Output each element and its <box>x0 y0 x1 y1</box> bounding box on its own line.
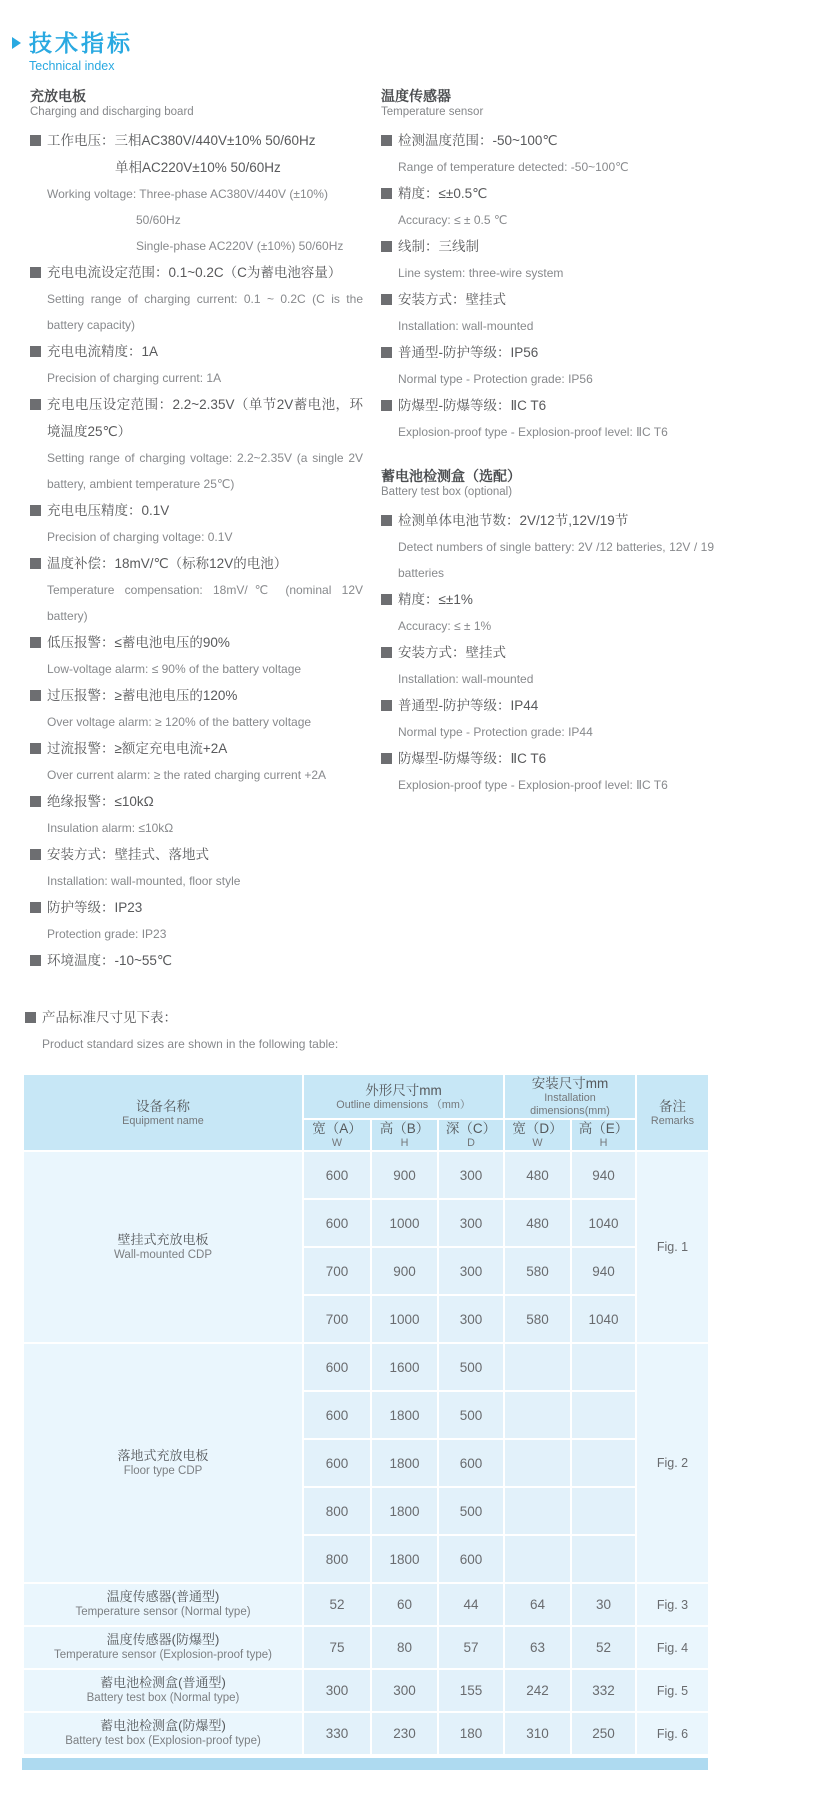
bullet-square-icon <box>30 505 41 516</box>
col-subheader-1-en: H <box>400 1137 409 1149</box>
spec-item <box>30 391 363 497</box>
dimension-cell: 700 <box>303 1247 371 1295</box>
spec-zh-text: 安装方式：壁挂式 <box>398 645 506 660</box>
dimension-cell <box>571 1439 636 1487</box>
equipment-name-cell <box>23 1712 303 1755</box>
spec-item <box>30 682 363 735</box>
dimension-cell: 500 <box>438 1343 504 1391</box>
col-header-outline-zh: 外形尺寸mm <box>365 1082 442 1098</box>
col-header-equipment-en: Equipment name <box>122 1114 204 1127</box>
size-table-head <box>23 1074 709 1151</box>
bullet-square-icon <box>30 796 41 807</box>
dimension-cell: 80 <box>371 1626 438 1669</box>
page-subtitle: Technical index <box>29 59 115 73</box>
spec-zh-line <box>381 127 714 154</box>
spec-en-line: Temperature compensation: 18mV/℃ (nominal 12V battery) <box>47 583 363 623</box>
dimension-cell: 1040 <box>571 1199 636 1247</box>
dimension-cell: 940 <box>571 1151 636 1199</box>
spec-zh-text: 普通型-防护等级：IP56 <box>398 345 539 360</box>
dimension-cell: 600 <box>303 1391 371 1439</box>
dimension-cell: 1040 <box>571 1295 636 1343</box>
equipment-name-cell <box>23 1343 303 1583</box>
dimension-cell <box>571 1487 636 1535</box>
equipment-name-en: Temperature sensor (Normal type) <box>75 1606 251 1618</box>
bullet-square-icon <box>381 347 392 358</box>
dimension-cell: 600 <box>438 1535 504 1583</box>
dimension-cell: 180 <box>438 1712 504 1755</box>
spec-en-line: Installation: wall-mounted, floor style <box>47 874 241 888</box>
dimension-cell <box>504 1439 571 1487</box>
col-subheader-3-zh: 宽（D） <box>512 1121 563 1136</box>
spec-item <box>30 127 363 259</box>
spec-item <box>381 507 714 586</box>
dimension-cell: 1000 <box>371 1295 438 1343</box>
table-row <box>23 1626 709 1669</box>
bullet-square-icon <box>30 135 41 146</box>
col-header-equipment-zh: 设备名称 <box>136 1098 190 1114</box>
remark-cell: Fig. 3 <box>636 1583 709 1626</box>
bullet-square-icon <box>30 558 41 569</box>
table-row <box>23 1151 709 1199</box>
dimension-cell: 580 <box>504 1247 571 1295</box>
spec-zh-text: 充电电流设定范围：0.1~0.2C（C为蓄电池容量） <box>47 265 342 280</box>
spec-zh-line <box>30 735 363 762</box>
section-heading-en: Temperature sensor <box>381 106 484 118</box>
dimension-cell: 52 <box>571 1626 636 1669</box>
bullet-square-icon <box>381 135 392 146</box>
equipment-name-en: Floor type CDP <box>123 1464 203 1477</box>
spec-zh-text: 防爆型-防爆等级：ⅡC T6 <box>398 751 547 766</box>
spec-item <box>30 338 363 391</box>
dimension-cell: 700 <box>303 1295 371 1343</box>
col-subheader-2 <box>438 1119 504 1151</box>
dimension-cell: 480 <box>504 1151 571 1199</box>
bullet-square-icon <box>30 743 41 754</box>
spec-item <box>30 788 363 841</box>
spec-zh-text: 环境温度：-10~55℃ <box>47 953 173 968</box>
dimension-cell: 300 <box>438 1295 504 1343</box>
dimension-cell: 1800 <box>371 1487 438 1535</box>
col-header-outline-en: Outline dimensions （mm） <box>336 1098 471 1111</box>
spec-en-line: Accuracy: ≤ ± 0.5 ℃ <box>398 213 508 227</box>
bullet-square-icon <box>30 267 41 278</box>
dimension-cell <box>571 1535 636 1583</box>
spec-zh-text: 单相AC220V±10% 50/60Hz <box>115 160 281 175</box>
spec-zh-text: 安装方式：壁挂式 <box>398 292 506 307</box>
spec-section <box>30 87 363 974</box>
col-subheader-4 <box>571 1119 636 1151</box>
spec-columns <box>30 87 714 974</box>
dimension-cell: 600 <box>303 1151 371 1199</box>
col-header-equipment <box>23 1074 303 1151</box>
bullet-square-icon <box>30 955 41 966</box>
spec-en-line: Over voltage alarm: ≥ 120% of the battery voltage <box>47 715 312 729</box>
remark-cell: Fig. 4 <box>636 1626 709 1669</box>
spec-item <box>30 735 363 788</box>
spec-zh-text: 工作电压：三相AC380V/440V±10% 50/60Hz <box>47 133 316 148</box>
bullet-square-icon <box>30 690 41 701</box>
dimension-cell <box>571 1391 636 1439</box>
col-header-install-zh: 安装尺寸mm <box>531 1076 609 1091</box>
spec-zh-line <box>30 338 363 365</box>
col-subheader-3 <box>504 1119 571 1151</box>
dimension-cell: 300 <box>371 1669 438 1712</box>
spec-zh-text: 防护等级：IP23 <box>47 900 143 915</box>
spec-item <box>30 497 363 550</box>
bullet-square-icon <box>30 849 41 860</box>
dimension-cell: 63 <box>504 1626 571 1669</box>
dimension-cell: 480 <box>504 1199 571 1247</box>
spec-zh-line <box>30 391 363 445</box>
dimension-cell: 57 <box>438 1626 504 1669</box>
spec-zh-line <box>381 586 714 613</box>
spec-zh-line <box>381 286 714 313</box>
bullet-square-icon <box>381 700 392 711</box>
remark-cell: Fig. 2 <box>636 1343 709 1583</box>
dimension-cell: 64 <box>504 1583 571 1626</box>
spec-item <box>381 692 714 745</box>
spec-item <box>381 639 714 692</box>
equipment-name-en: Battery test box (Explosion-proof type) <box>65 1735 261 1747</box>
dimension-cell <box>504 1487 571 1535</box>
dimension-cell: 800 <box>303 1535 371 1583</box>
dimension-cell: 500 <box>438 1487 504 1535</box>
spec-item <box>30 259 363 338</box>
spec-zh-line <box>381 745 714 772</box>
spec-en-line: Normal type - Protection grade: IP44 <box>398 725 593 739</box>
dimension-cell: 44 <box>438 1583 504 1626</box>
dimension-cell: 250 <box>571 1712 636 1755</box>
col-subheader-0-en: W <box>331 1137 343 1149</box>
spec-en-line: Explosion-proof type - Explosion-proof level: ⅡC T6 <box>398 778 668 792</box>
size-table <box>22 1073 710 1756</box>
spec-zh-text: 检测单体电池节数：2V/12节,12V/19节 <box>398 513 629 528</box>
bullet-square-icon <box>25 1012 36 1023</box>
col-header-remarks <box>636 1074 709 1151</box>
dimension-cell: 30 <box>571 1583 636 1626</box>
dimension-cell <box>504 1343 571 1391</box>
spec-zh-line <box>30 154 363 181</box>
spec-en-line: Detect numbers of single battery: 2V /12 batteries, 12V / 19 batteries <box>398 540 714 580</box>
table-row <box>23 1583 709 1626</box>
spec-item <box>381 586 714 639</box>
spec-item <box>30 947 363 974</box>
bullet-square-icon <box>30 399 41 410</box>
col-header-outline <box>303 1074 504 1119</box>
bullet-square-icon <box>381 753 392 764</box>
dimension-cell: 1800 <box>371 1439 438 1487</box>
spec-zh-text: 充电电流精度：1A <box>47 344 159 359</box>
spec-zh-line <box>30 947 363 974</box>
table-row <box>23 1343 709 1391</box>
spec-section <box>381 87 714 445</box>
spec-zh-line <box>30 629 363 656</box>
spec-item <box>30 894 363 947</box>
col-subheader-0-zh: 宽（A） <box>312 1121 362 1136</box>
page-title: 技术指标 <box>29 30 133 56</box>
dimension-cell: 600 <box>303 1199 371 1247</box>
equipment-name-cell <box>23 1626 303 1669</box>
spec-en-line: Line system: three-wire system <box>398 266 564 280</box>
dimension-cell: 300 <box>438 1199 504 1247</box>
dimension-cell: 60 <box>371 1583 438 1626</box>
col-subheader-1-zh: 高（B） <box>379 1121 430 1136</box>
spec-zh-text: 充电电压精度：0.1V <box>47 503 170 518</box>
spec-zh-line <box>381 339 714 366</box>
bullet-square-icon <box>381 188 392 199</box>
dimension-cell: 155 <box>438 1669 504 1712</box>
equipment-name-cell <box>23 1669 303 1712</box>
table-intro-zh <box>25 1004 830 1031</box>
spec-zh-line <box>30 682 363 709</box>
dimension-cell: 332 <box>571 1669 636 1712</box>
spec-item <box>381 233 714 286</box>
spec-zh-line <box>381 233 714 260</box>
dimension-cell: 242 <box>504 1669 571 1712</box>
spec-zh-line <box>30 788 363 815</box>
equipment-name-zh: 蓄电池检测盒(防爆型) <box>100 1718 226 1733</box>
equipment-name-zh: 温度传感器(普通型) <box>106 1589 220 1604</box>
spec-zh-text: 绝缘报警：≤10kΩ <box>47 794 154 809</box>
spec-zh-text: 过压报警：≥蓄电池电压的120% <box>47 688 238 703</box>
spec-item <box>30 550 363 629</box>
col-subheader-2-en: D <box>467 1137 475 1149</box>
dimension-cell <box>504 1535 571 1583</box>
dimension-cell: 600 <box>438 1439 504 1487</box>
col-subheader-0 <box>303 1119 371 1151</box>
dimension-cell: 300 <box>438 1247 504 1295</box>
dimension-cell <box>504 1391 571 1439</box>
bullet-square-icon <box>30 346 41 357</box>
spec-zh-line <box>30 259 363 286</box>
spec-en-line: Installation: wall-mounted <box>398 319 534 333</box>
col-header-remarks-en: Remarks <box>650 1114 695 1127</box>
equipment-name-en: Temperature sensor (Explosion-proof type) <box>54 1649 272 1661</box>
dimension-cell <box>571 1343 636 1391</box>
dimension-cell: 600 <box>303 1343 371 1391</box>
spec-en-line: Over current alarm: ≥ the rated charging current +2A <box>47 768 327 782</box>
table-row <box>23 1669 709 1712</box>
spec-zh-text: 充电电压设定范围：2.2~2.35V（单节2V蓄电池，环境温度25℃） <box>47 397 363 439</box>
spec-zh-line <box>381 507 714 534</box>
bullet-square-icon <box>381 594 392 605</box>
table-intro-en: Product standard sizes are shown in the following table: <box>42 1037 339 1051</box>
bullet-square-icon <box>381 647 392 658</box>
spec-en-line: Precision of charging current: 1A <box>47 371 222 385</box>
section-heading-en: Battery test box (optional) <box>381 486 513 498</box>
spec-en-line: Low-voltage alarm: ≤ 90% of the battery voltage <box>47 662 302 676</box>
section-heading-zh: 充放电板 <box>30 88 86 104</box>
spec-en-line: Precision of charging voltage: 0.1V <box>47 530 233 544</box>
spec-zh-text: 检测温度范围：-50~100℃ <box>398 133 558 148</box>
spec-zh-line <box>30 497 363 524</box>
section-arrow-icon <box>12 37 21 49</box>
spec-en-line: Explosion-proof type - Explosion-proof level: ⅡC T6 <box>398 425 668 439</box>
dimension-cell: 580 <box>504 1295 571 1343</box>
page-header <box>0 0 830 73</box>
col-subheader-4-en: H <box>599 1137 608 1149</box>
spec-zh-text: 低压报警：≤蓄电池电压的90% <box>47 635 230 650</box>
spec-zh-text: 防爆型-防爆等级：ⅡC T6 <box>398 398 547 413</box>
spec-zh-text: 温度补偿：18mV/℃（标称12V的电池） <box>47 556 288 571</box>
table-row <box>23 1712 709 1755</box>
bullet-square-icon <box>381 515 392 526</box>
spec-item <box>30 841 363 894</box>
table-intro-zh-text: 产品标准尺寸见下表： <box>42 1010 177 1025</box>
equipment-name-zh: 蓄电池检测盒(普通型) <box>100 1675 226 1690</box>
dimension-cell: 600 <box>303 1439 371 1487</box>
dimension-cell: 1800 <box>371 1535 438 1583</box>
spec-zh-text: 普通型-防护等级：IP44 <box>398 698 539 713</box>
equipment-name-zh: 壁挂式充放电板 <box>117 1231 209 1247</box>
dimension-cell: 300 <box>438 1151 504 1199</box>
spec-en-line: Normal type - Protection grade: IP56 <box>398 372 593 386</box>
spec-zh-line <box>381 692 714 719</box>
spec-zh-line <box>30 550 363 577</box>
section-heading-zh: 温度传感器 <box>381 88 451 104</box>
dimension-cell: 1600 <box>371 1343 438 1391</box>
equipment-name-cell <box>23 1583 303 1626</box>
spec-item <box>381 127 714 180</box>
spec-zh-text: 精度：≤±1% <box>398 592 473 607</box>
spec-en-line: Setting range of charging voltage: 2.2~2.35V (a single 2V battery, ambient temperature 25℃) <box>47 451 363 491</box>
spec-section <box>381 467 714 798</box>
dimension-cell: 230 <box>371 1712 438 1755</box>
spec-en-line: Accuracy: ≤ ± 1% <box>398 619 492 633</box>
dimension-cell: 900 <box>371 1247 438 1295</box>
spec-zh-text: 精度：≤±0.5℃ <box>398 186 488 201</box>
page-title-block <box>29 30 133 73</box>
spec-zh-text: 过流报警：≥额定充电电流+2A <box>47 741 228 756</box>
spec-item <box>30 629 363 682</box>
spec-item <box>381 339 714 392</box>
remark-cell: Fig. 6 <box>636 1712 709 1755</box>
equipment-name-zh: 落地式充放电板 <box>117 1447 209 1463</box>
spec-column-right <box>381 87 714 974</box>
dimension-cell: 900 <box>371 1151 438 1199</box>
spec-zh-line <box>30 127 363 154</box>
spec-en-line: Protection grade: IP23 <box>47 927 167 941</box>
bullet-square-icon <box>381 294 392 305</box>
dimension-cell: 1000 <box>371 1199 438 1247</box>
table-header-row <box>23 1074 709 1119</box>
dimension-cell: 500 <box>438 1391 504 1439</box>
spec-column-left <box>30 87 363 974</box>
spec-en-line: 50/60Hz <box>136 213 181 227</box>
col-header-install-en: Installation dimensions(mm) <box>530 1092 610 1117</box>
col-subheader-3-en: W <box>532 1137 543 1149</box>
spec-item <box>381 180 714 233</box>
spec-zh-line <box>381 639 714 666</box>
spec-item <box>381 392 714 445</box>
size-table-body <box>23 1151 709 1755</box>
bullet-square-icon <box>381 241 392 252</box>
bullet-square-icon <box>30 902 41 913</box>
spec-zh-line <box>381 180 714 207</box>
dimension-cell: 800 <box>303 1487 371 1535</box>
spec-en-line: Insulation alarm: ≤10kΩ <box>47 821 174 835</box>
table-footer-bar <box>22 1758 708 1770</box>
spec-en-line: Setting range of charging current: 0.1 ~ 0.2C (C is the battery capacity) <box>47 292 363 332</box>
dimension-cell: 1800 <box>371 1391 438 1439</box>
col-subheader-4-zh: 高（E） <box>578 1121 629 1136</box>
equipment-name-zh: 温度传感器(防爆型) <box>106 1632 220 1647</box>
equipment-name-en: Battery test box (Normal type) <box>86 1692 240 1704</box>
dimension-cell: 52 <box>303 1583 371 1626</box>
remark-cell: Fig. 1 <box>636 1151 709 1343</box>
bullet-square-icon <box>30 637 41 648</box>
spec-en-line: Single-phase AC220V (±10%) 50/60Hz <box>136 239 344 253</box>
equipment-name-cell <box>23 1151 303 1343</box>
dimension-cell: 310 <box>504 1712 571 1755</box>
col-subheader-2-zh: 深（C） <box>445 1121 497 1136</box>
spec-item <box>381 745 714 798</box>
col-subheader-1 <box>371 1119 438 1151</box>
remark-cell: Fig. 5 <box>636 1669 709 1712</box>
spec-item <box>381 286 714 339</box>
dimension-cell: 330 <box>303 1712 371 1755</box>
table-intro <box>25 1004 830 1057</box>
section-heading-zh: 蓄电池检测盒（选配） <box>381 468 521 484</box>
dimension-cell: 940 <box>571 1247 636 1295</box>
dimension-cell: 75 <box>303 1626 371 1669</box>
spec-zh-text: 线制：三线制 <box>398 239 479 254</box>
spec-zh-line <box>30 841 363 868</box>
equipment-name-en: Wall-mounted CDP <box>114 1248 212 1261</box>
section-heading-en: Charging and discharging board <box>30 106 194 118</box>
spec-en-line: Working voltage: Three-phase AC380V/440V (±10%) <box>47 187 328 201</box>
col-header-install <box>504 1074 636 1119</box>
spec-zh-line <box>30 894 363 921</box>
spec-zh-text: 安装方式：壁挂式、落地式 <box>47 847 209 862</box>
spec-zh-line <box>381 392 714 419</box>
bullet-square-icon <box>381 400 392 411</box>
spec-en-line: Range of temperature detected: -50~100℃ <box>398 160 629 174</box>
dimension-cell: 300 <box>303 1669 371 1712</box>
col-header-remarks-zh: 备注 <box>659 1098 686 1114</box>
spec-en-line: Installation: wall-mounted <box>398 672 534 686</box>
